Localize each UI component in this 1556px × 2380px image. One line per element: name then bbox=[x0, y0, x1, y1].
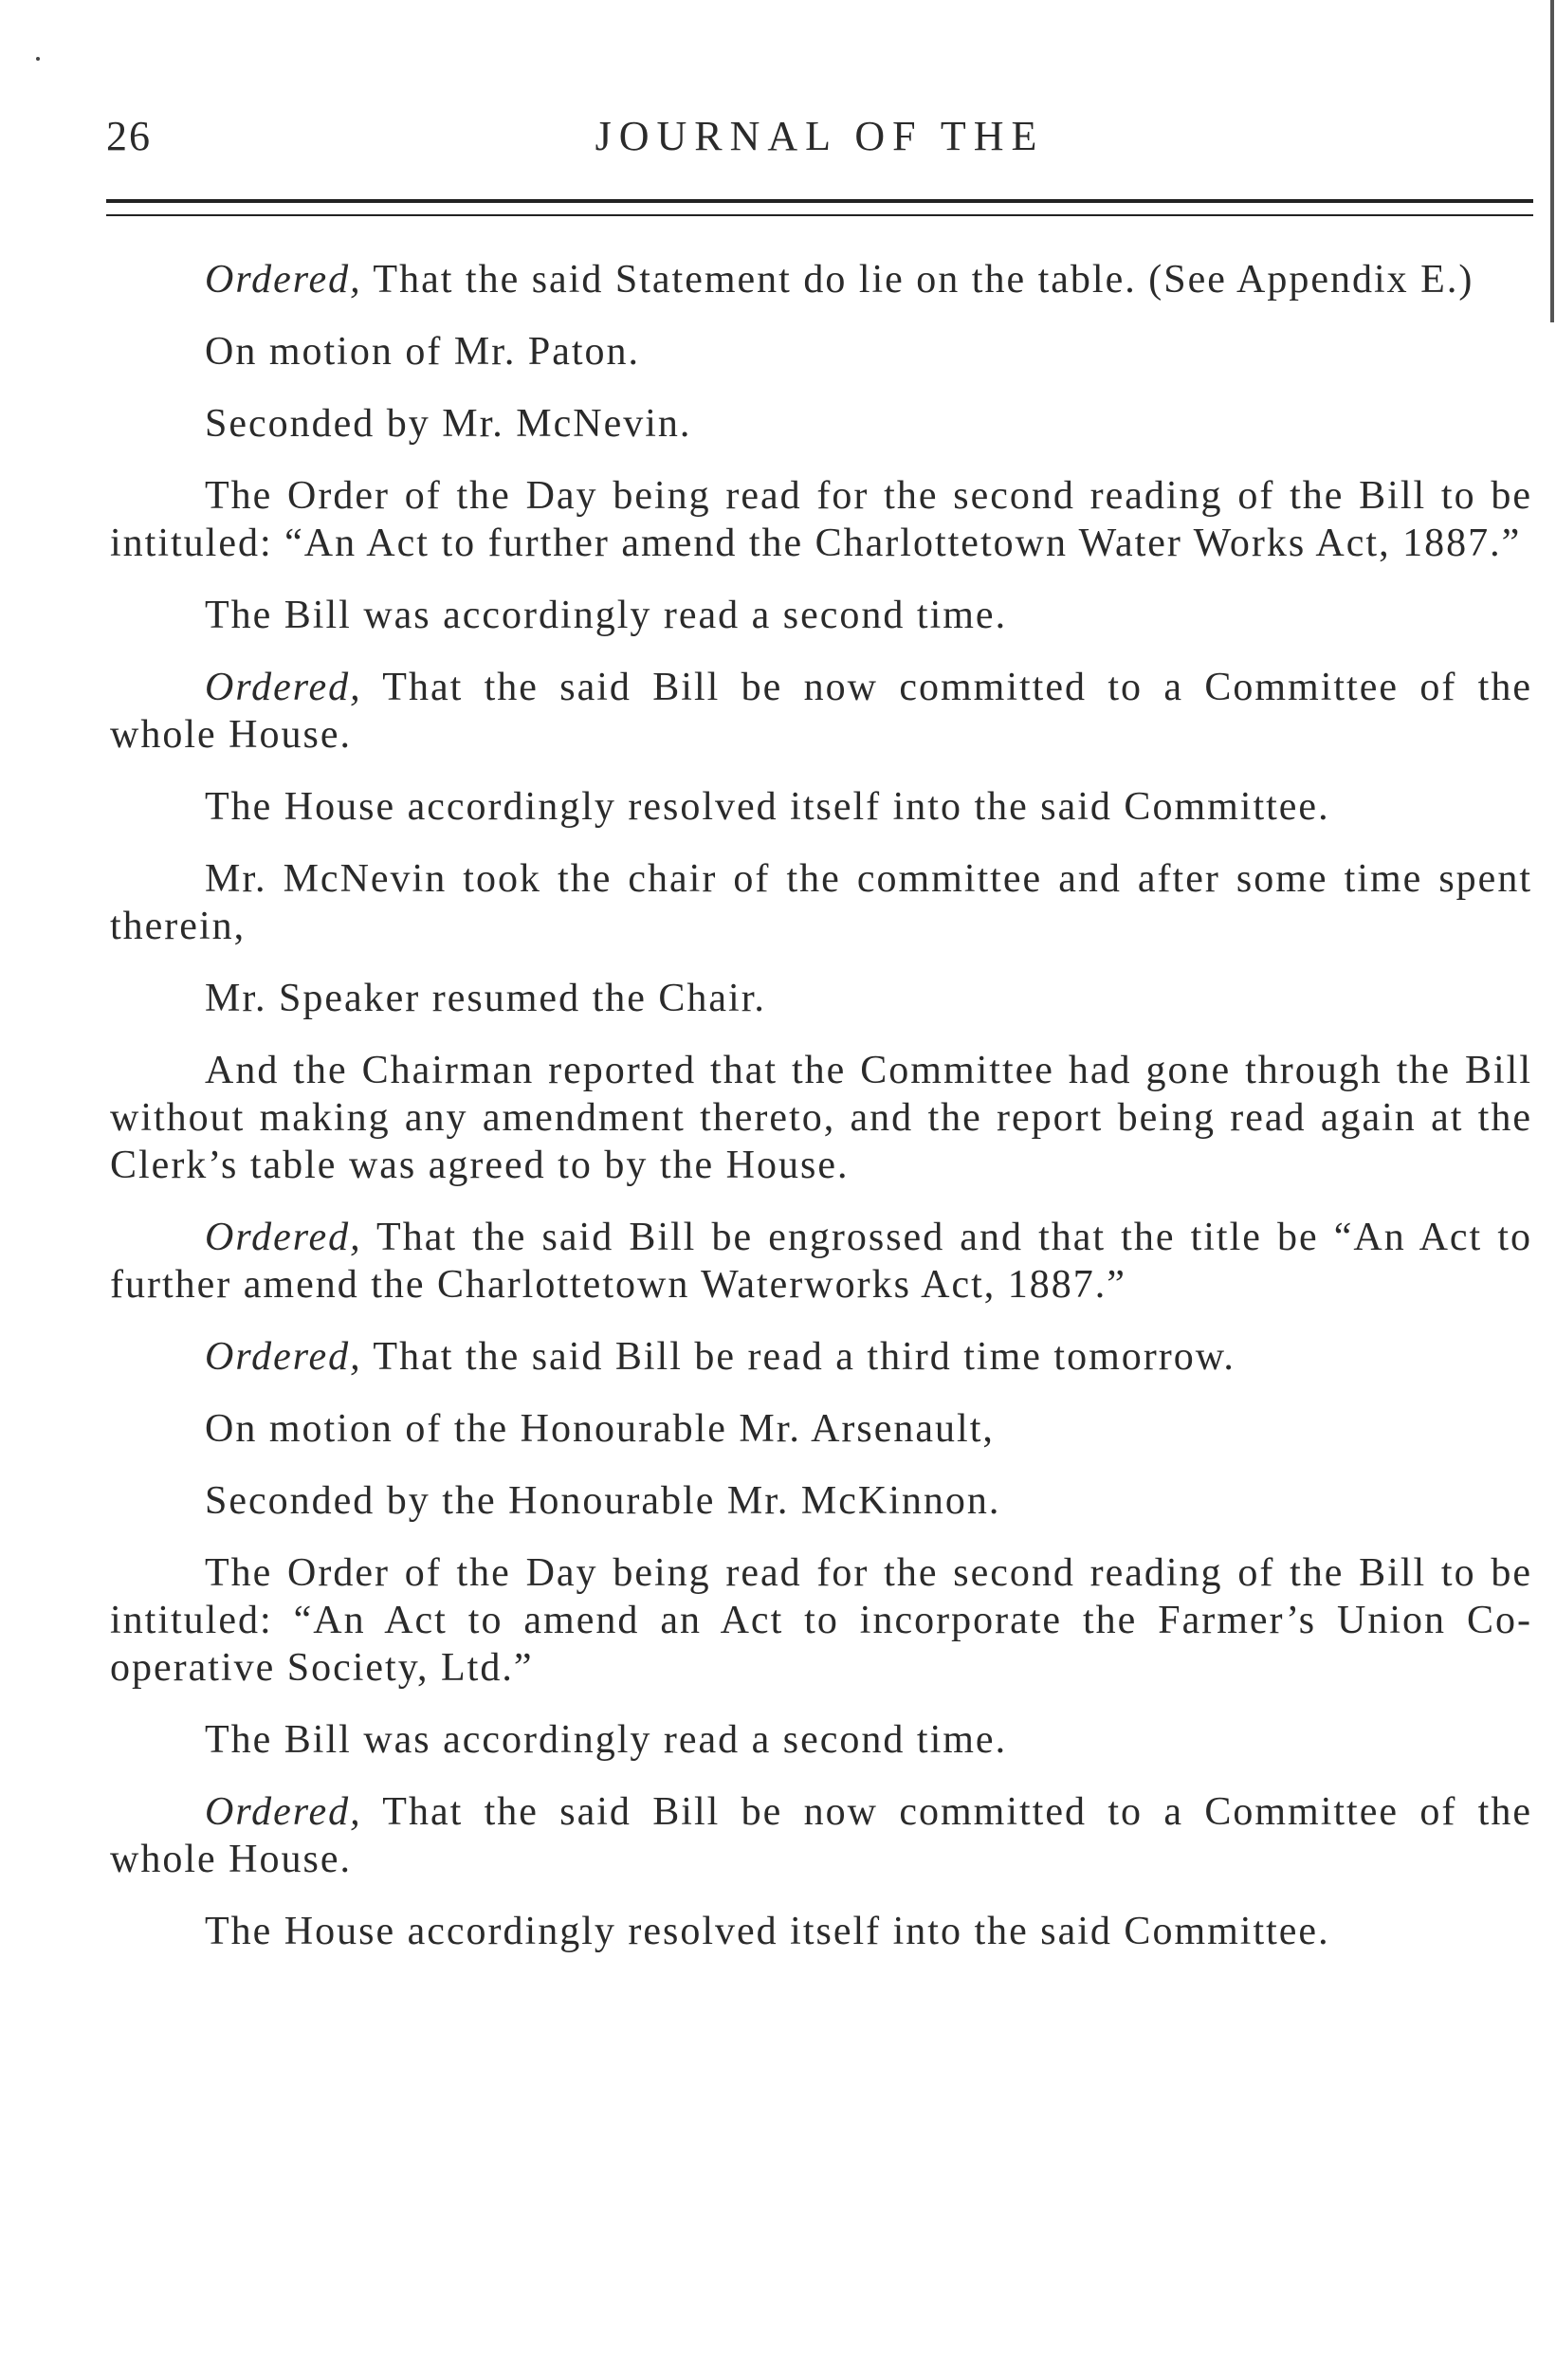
page-number: 26 bbox=[106, 113, 152, 159]
ordered-lead: Ordered, bbox=[205, 1790, 362, 1834]
paragraph-ordered-engrossed bbox=[110, 1214, 1532, 1309]
header-rule-thin bbox=[106, 214, 1533, 216]
paragraph-text: The Order of the Day being read for the second reading of the Bill to be intituled: “An Act to further amend the Charlottetown Water Works Act, 1887.” bbox=[110, 474, 1532, 565]
paragraph-text: Mr. McNevin took the chair of the committee and after some time spent therein, bbox=[110, 857, 1532, 948]
paragraph-text: The Bill was accordingly read a second time. bbox=[205, 594, 1008, 637]
paragraph-text: The Order of the Day being read for the second reading of the Bill to be intituled: “An Act to amend an Act to incorporate the Farmer’s Union Co-operative Society, Ltd.” bbox=[110, 1551, 1532, 1690]
ordered-lead: Ordered, bbox=[205, 1216, 362, 1259]
paragraph-motion-arsenault bbox=[110, 1405, 1532, 1453]
paragraph-house-resolved-2 bbox=[110, 1908, 1532, 1955]
paragraph-chairman-reported bbox=[110, 1047, 1532, 1189]
ordered-lead: Ordered, bbox=[205, 1335, 362, 1379]
paragraph-text: On motion of the Honourable Mr. Arsenault, bbox=[205, 1407, 995, 1451]
paragraph-second-reading-2 bbox=[110, 1716, 1532, 1764]
paragraph-order-of-day-farmers-union bbox=[110, 1549, 1532, 1692]
header-rule-thick bbox=[106, 199, 1533, 203]
paragraph-text: On motion of Mr. Paton. bbox=[205, 330, 641, 374]
paragraph-text: That the said Bill be read a third time tomorrow. bbox=[361, 1335, 1236, 1379]
paragraph-text: That the said Statement do lie on the table. (See Appendix E.) bbox=[361, 258, 1474, 302]
paragraph-ordered-statement bbox=[110, 256, 1532, 303]
paragraph-text: The House accordingly resolved itself into the said Committee. bbox=[205, 1910, 1330, 1953]
paragraph-seconded-mcnevin bbox=[110, 400, 1532, 448]
page-edge-line bbox=[1550, 0, 1554, 322]
paragraph-ordered-committed bbox=[110, 664, 1532, 759]
paragraph-text: Mr. Speaker resumed the Chair. bbox=[205, 977, 766, 1020]
journal-title: JOURNAL OF THE bbox=[595, 113, 1045, 159]
paragraph-text: And the Chairman reported that the Committee had gone through the Bill without making any amendment thereto, and the report being read again at the Clerk’s table was agreed to by the House. bbox=[110, 1049, 1532, 1187]
paragraph-motion-paton bbox=[110, 328, 1532, 375]
ordered-lead: Ordered, bbox=[205, 258, 362, 302]
print-speck bbox=[36, 57, 40, 61]
paragraph-mcnevin-chair bbox=[110, 855, 1532, 950]
paragraph-text: The Bill was accordingly read a second time. bbox=[205, 1718, 1008, 1762]
paragraph-text: That the said Bill be engrossed and that the title be “An Act to further amend the Charlottetown Waterworks Act, 1887.” bbox=[110, 1216, 1532, 1307]
paragraph-text: Seconded by Mr. McNevin. bbox=[205, 402, 692, 446]
paragraph-house-resolved bbox=[110, 783, 1532, 831]
paragraph-text: That the said Bill be now committed to a Committee of the whole House. bbox=[110, 666, 1532, 757]
paragraph-ordered-third-reading bbox=[110, 1333, 1532, 1381]
paragraph-second-reading bbox=[110, 592, 1532, 639]
ordered-lead: Ordered, bbox=[205, 666, 362, 709]
paragraph-order-of-day-waterworks bbox=[110, 472, 1532, 567]
paragraph-text: The House accordingly resolved itself into the said Committee. bbox=[205, 785, 1330, 829]
paragraph-speaker-resumed bbox=[110, 975, 1532, 1022]
paragraph-ordered-committed-2 bbox=[110, 1788, 1532, 1883]
paragraph-seconded-mckinnon bbox=[110, 1477, 1532, 1525]
paragraph-text: Seconded by the Honourable Mr. McKinnon. bbox=[205, 1479, 1001, 1523]
journal-body bbox=[110, 256, 1532, 1980]
paragraph-text: That the said Bill be now committed to a Committee of the whole House. bbox=[110, 1790, 1532, 1881]
running-head bbox=[106, 112, 1533, 169]
